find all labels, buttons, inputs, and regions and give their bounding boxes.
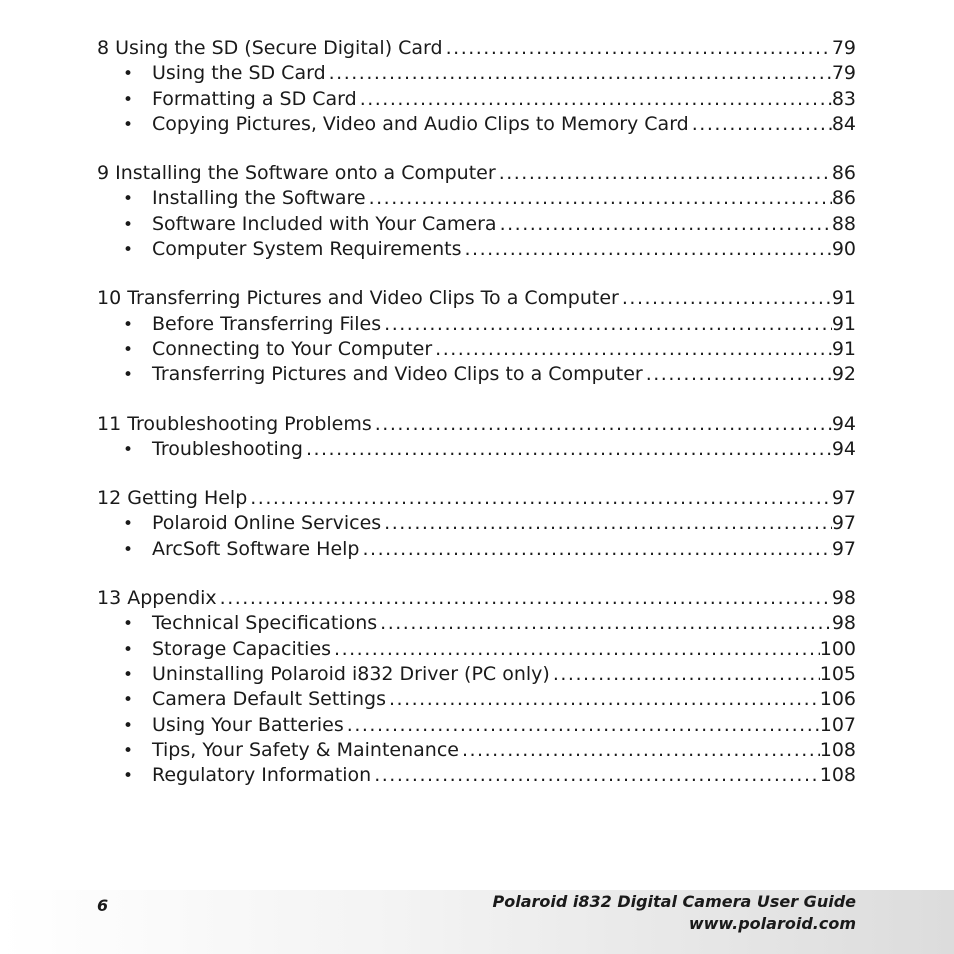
dot-leader bbox=[357, 87, 832, 112]
toc-item[interactable] bbox=[97, 763, 856, 788]
dot-leader bbox=[386, 687, 820, 712]
dot-leader bbox=[459, 738, 820, 763]
toc-page-number: 90 bbox=[831, 238, 856, 261]
toc-item[interactable] bbox=[97, 112, 856, 137]
toc-section-10 bbox=[97, 286, 856, 387]
toc-item-title: Before Transferring Files bbox=[152, 312, 382, 335]
toc-item-title: Transferring Pictures and Video Clips to a Computer bbox=[152, 363, 643, 386]
toc-page-number: 108 bbox=[819, 738, 856, 761]
dot-leader bbox=[461, 237, 831, 262]
toc-item[interactable] bbox=[97, 611, 856, 636]
toc-page-number: 86 bbox=[831, 162, 856, 185]
toc-item[interactable] bbox=[97, 437, 856, 462]
dot-leader bbox=[643, 362, 832, 387]
toc-heading[interactable] bbox=[97, 36, 856, 61]
dot-leader bbox=[432, 337, 832, 362]
toc-item[interactable] bbox=[97, 186, 856, 211]
bullet-icon: • bbox=[123, 715, 134, 736]
footer-guide-title: Polaroid i832 Digital Camera User Guide bbox=[492, 892, 856, 911]
dot-leader bbox=[344, 713, 820, 738]
toc-page-number: 91 bbox=[831, 312, 856, 335]
toc-page-number: 100 bbox=[819, 637, 856, 660]
bullet-icon: • bbox=[123, 539, 134, 560]
toc-item[interactable] bbox=[97, 511, 856, 536]
dot-leader bbox=[550, 662, 820, 687]
toc-page-number: 92 bbox=[831, 363, 856, 386]
toc-item-title: Tips, Your Safety & Maintenance bbox=[152, 738, 459, 761]
footer-website-link[interactable]: www.polaroid.com bbox=[688, 914, 856, 933]
toc-item[interactable] bbox=[97, 87, 856, 112]
toc-item-title: Storage Capacities bbox=[152, 637, 332, 660]
bullet-icon: • bbox=[123, 439, 134, 460]
toc-item-title: Troubleshooting bbox=[152, 437, 303, 460]
toc-item[interactable] bbox=[97, 312, 856, 337]
toc-heading-title: 10 Transferring Pictures and Video Clips To a Computer bbox=[97, 287, 619, 310]
toc-section-8 bbox=[97, 36, 856, 137]
toc-page-number: 105 bbox=[819, 662, 856, 685]
toc-item[interactable] bbox=[97, 637, 856, 662]
toc-page-number: 79 bbox=[831, 37, 856, 59]
toc-page-number: 83 bbox=[831, 87, 856, 110]
bullet-icon: • bbox=[123, 664, 134, 685]
dot-leader bbox=[619, 286, 832, 311]
toc-heading-title: 8 Using the SD (Secure Digital) Card bbox=[97, 37, 443, 59]
toc-page-number: 106 bbox=[819, 688, 856, 711]
bullet-icon: • bbox=[123, 766, 134, 787]
toc-item-title: ArcSoft Software Help bbox=[152, 537, 360, 560]
toc-item[interactable] bbox=[97, 687, 856, 712]
bullet-icon: • bbox=[123, 89, 134, 110]
dot-leader bbox=[217, 586, 832, 611]
toc-item-title: Camera Default Settings bbox=[152, 688, 386, 711]
toc-section-12 bbox=[97, 486, 856, 562]
toc-item-title: Using the SD Card bbox=[152, 62, 326, 85]
toc-heading[interactable] bbox=[97, 486, 856, 511]
toc-page-number: 107 bbox=[819, 713, 856, 736]
toc-heading-title: 13 Appendix bbox=[97, 587, 217, 610]
dot-leader bbox=[303, 437, 832, 462]
bullet-icon: • bbox=[123, 339, 134, 360]
dot-leader bbox=[496, 161, 832, 186]
toc-section-13 bbox=[97, 586, 856, 788]
footer-guide-info bbox=[492, 891, 856, 935]
dot-leader bbox=[377, 611, 832, 636]
toc-item[interactable] bbox=[97, 212, 856, 237]
bullet-icon: • bbox=[123, 639, 134, 660]
toc-page-number: 91 bbox=[831, 287, 856, 310]
toc-page-number: 91 bbox=[831, 337, 856, 360]
dot-leader bbox=[497, 212, 832, 237]
footer-page-number: 6 bbox=[97, 896, 109, 915]
dot-leader bbox=[247, 486, 832, 511]
bullet-icon: • bbox=[123, 514, 134, 535]
toc-item-title: Polaroid Online Services bbox=[152, 512, 382, 535]
dot-leader bbox=[371, 763, 820, 788]
toc-page-number: 98 bbox=[831, 587, 856, 610]
toc-item-title: Uninstalling Polaroid i832 Driver (PC only) bbox=[152, 662, 550, 685]
dot-leader bbox=[359, 537, 831, 562]
dot-leader bbox=[326, 61, 832, 86]
bullet-icon: • bbox=[123, 189, 134, 210]
dot-leader bbox=[443, 36, 832, 61]
toc-item-title: Using Your Batteries bbox=[152, 713, 344, 736]
toc-page-number: 97 bbox=[831, 537, 856, 560]
toc-section-11 bbox=[97, 412, 856, 463]
toc-heading[interactable] bbox=[97, 412, 856, 437]
toc-page-number: 98 bbox=[831, 612, 856, 635]
dot-leader bbox=[366, 186, 832, 211]
bullet-icon: • bbox=[123, 614, 134, 635]
toc-section-9 bbox=[97, 161, 856, 262]
toc-heading-title: 9 Installing the Software onto a Computer bbox=[97, 162, 496, 185]
toc-item[interactable] bbox=[97, 362, 856, 387]
toc-item-title: Installing the Software bbox=[152, 187, 366, 210]
toc-item-title: Copying Pictures, Video and Audio Clips to Memory Card bbox=[152, 112, 689, 135]
toc-heading[interactable] bbox=[97, 161, 856, 186]
toc-item-title: Regulatory Information bbox=[152, 764, 372, 787]
toc-page-number: 88 bbox=[831, 212, 856, 235]
toc-item[interactable] bbox=[97, 662, 856, 687]
bullet-icon: • bbox=[123, 690, 134, 711]
toc-heading-title: 12 Getting Help bbox=[97, 487, 248, 510]
toc-heading[interactable] bbox=[97, 286, 856, 311]
toc-item[interactable] bbox=[97, 237, 856, 262]
toc-page-number: 79 bbox=[831, 62, 856, 85]
toc-heading[interactable] bbox=[97, 586, 856, 611]
dot-leader bbox=[689, 112, 832, 137]
bullet-icon: • bbox=[123, 365, 134, 386]
toc-item-title: Computer System Requirements bbox=[152, 238, 462, 261]
bullet-icon: • bbox=[123, 314, 134, 335]
toc-item-title: Formatting a SD Card bbox=[152, 87, 357, 110]
bullet-icon: • bbox=[123, 114, 134, 135]
toc-page-number: 97 bbox=[831, 512, 856, 535]
dot-leader bbox=[381, 511, 832, 536]
toc-page-number: 84 bbox=[831, 112, 856, 135]
toc-item-title: Software Included with Your Camera bbox=[152, 212, 497, 235]
toc-item[interactable] bbox=[97, 713, 856, 738]
bullet-icon: • bbox=[123, 740, 134, 761]
toc-item[interactable] bbox=[97, 337, 856, 362]
toc-item[interactable] bbox=[97, 738, 856, 763]
bullet-icon: • bbox=[123, 240, 134, 261]
toc-item-title: Technical Specifications bbox=[152, 612, 378, 635]
table-of-contents bbox=[97, 36, 856, 812]
toc-page-number: 94 bbox=[831, 437, 856, 460]
toc-item[interactable] bbox=[97, 61, 856, 86]
toc-item-title: Connecting to Your Computer bbox=[152, 337, 433, 360]
dot-leader bbox=[381, 312, 832, 337]
toc-page-number: 94 bbox=[831, 412, 856, 435]
toc-page-number: 108 bbox=[819, 764, 856, 787]
dot-leader bbox=[331, 637, 820, 662]
toc-page-number: 86 bbox=[831, 187, 856, 210]
bullet-icon: • bbox=[123, 214, 134, 235]
toc-page-number: 97 bbox=[831, 487, 856, 510]
toc-item[interactable] bbox=[97, 537, 856, 562]
toc-heading-title: 11 Troubleshooting Problems bbox=[97, 412, 372, 435]
dot-leader bbox=[372, 412, 832, 437]
bullet-icon: • bbox=[123, 64, 134, 85]
